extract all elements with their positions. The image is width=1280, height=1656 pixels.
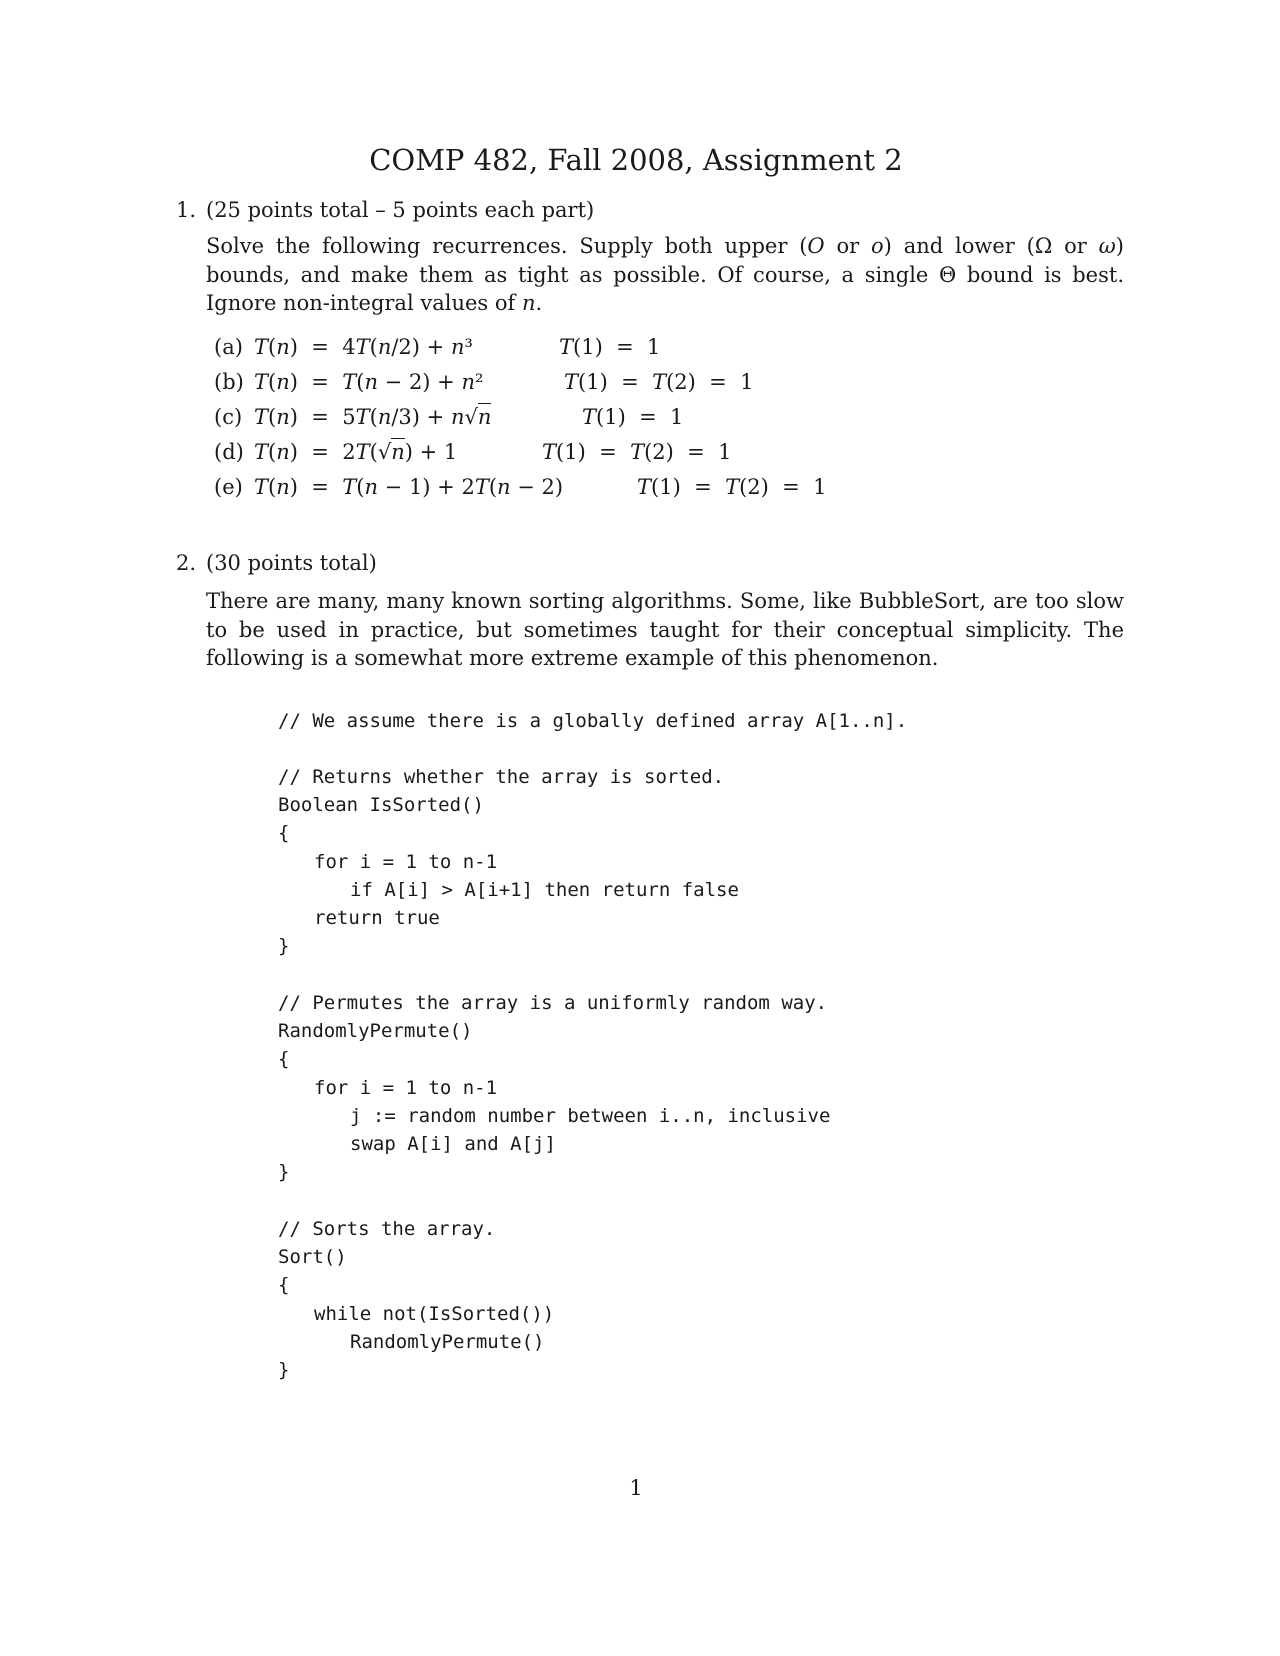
question-1-number: 1. bbox=[176, 198, 197, 222]
code-line: j := random number between i..n, inclusive bbox=[350, 1105, 831, 1127]
recurrence-formula: T(n) = T(n − 1) + 2T(n − 2) bbox=[254, 475, 564, 499]
code-line: } bbox=[278, 935, 290, 957]
page-title: COMP 482, Fall 2008, Assignment 2 bbox=[369, 143, 903, 177]
code-line: { bbox=[278, 1048, 290, 1070]
code-line: while not(IsSorted()) bbox=[314, 1303, 555, 1325]
recurrence-c-initial: T(1) = 1 bbox=[582, 405, 684, 429]
code-line: for i = 1 to n-1 bbox=[314, 1077, 498, 1099]
code-line: // Returns whether the array is sorted. bbox=[278, 766, 725, 788]
recurrence-d bbox=[214, 437, 457, 467]
code-line: RandomlyPermute() bbox=[350, 1331, 545, 1353]
question-2-intro: There are many, many known sorting algorithms. Some, like BubbleSort, are too slow to be used in practice, but sometimes taught for their conceptual simplicity. The following is a somewhat more extreme example of this phenomenon. bbox=[206, 589, 1124, 670]
code-line: } bbox=[278, 1161, 290, 1183]
recurrence-e-initial: T(1) = T(2) = 1 bbox=[637, 475, 827, 499]
recurrence-formula: T(n) = T(n − 2) + n² bbox=[254, 370, 484, 394]
recurrence-label: (c) bbox=[214, 405, 243, 429]
question-2-points: (30 points total) bbox=[206, 551, 377, 575]
code-line: Sort() bbox=[278, 1246, 347, 1268]
recurrence-formula: T(n) = 4T(n/2) + n³ bbox=[254, 335, 473, 359]
question-1-header bbox=[176, 196, 594, 224]
recurrence-d-initial: T(1) = T(2) = 1 bbox=[542, 440, 732, 464]
question-2-number: 2. bbox=[176, 551, 197, 575]
code-line: // Sorts the array. bbox=[278, 1218, 496, 1240]
code-line: Boolean IsSorted() bbox=[278, 794, 484, 816]
code-line: // We assume there is a globally defined array A[1..n]. bbox=[278, 710, 908, 732]
question-1-instructions: Solve the following recurrences. Supply both upper (O or o) and lower (Ω or ω) bounds, and make them as tight as possible. Of course, a single Θ bound is best. Ignore non-integral values of n. bbox=[206, 234, 1124, 315]
recurrence-a-initial: T(1) = 1 bbox=[559, 335, 661, 359]
recurrence-label: (a) bbox=[214, 335, 243, 359]
code-line: if A[i] > A[i+1] then return false bbox=[350, 879, 739, 901]
page-number: 1 bbox=[629, 1476, 643, 1500]
recurrence-label: (d) bbox=[214, 440, 244, 464]
code-line: for i = 1 to n-1 bbox=[314, 851, 498, 873]
recurrence-label: (e) bbox=[214, 475, 243, 499]
recurrence-formula: T(n) = 5T(n/3) + n√n bbox=[254, 405, 492, 429]
question-1-points: (25 points total – 5 points each part) bbox=[206, 198, 595, 222]
recurrence-b-initial: T(1) = T(2) = 1 bbox=[564, 370, 754, 394]
question-2-header bbox=[176, 549, 377, 577]
recurrence-e bbox=[214, 472, 563, 502]
code-line: } bbox=[278, 1359, 290, 1381]
code-line: return true bbox=[314, 907, 440, 929]
code-line: { bbox=[278, 822, 290, 844]
code-line: // Permutes the array is a uniformly random way. bbox=[278, 992, 828, 1014]
recurrence-formula: T(n) = 2T(√n) + 1 bbox=[254, 440, 458, 464]
recurrence-b bbox=[214, 367, 483, 397]
recurrence-c bbox=[214, 402, 491, 432]
code-line: swap A[i] and A[j] bbox=[350, 1133, 556, 1155]
recurrence-label: (b) bbox=[214, 370, 244, 394]
code-line: { bbox=[278, 1274, 290, 1296]
recurrence-a bbox=[214, 332, 473, 362]
code-line: RandomlyPermute() bbox=[278, 1020, 473, 1042]
